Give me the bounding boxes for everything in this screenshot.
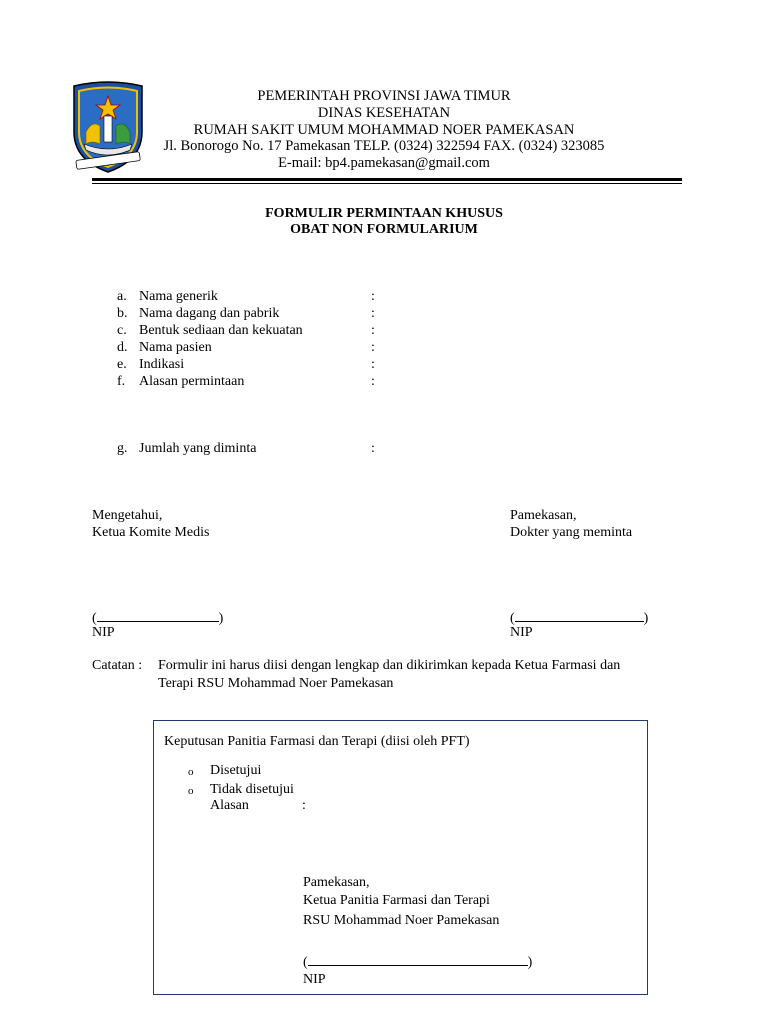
note-label: Catatan : bbox=[92, 658, 143, 673]
option-approved: Disetujui bbox=[210, 763, 262, 778]
option-not-approved: Tidak disetujui bbox=[210, 782, 294, 797]
sig-blank bbox=[97, 607, 219, 622]
header-department: DINAS KESEHATAN bbox=[317, 105, 451, 121]
note-text-line1: Formulir ini harus diisi dengan lengkap dan dikirimkan kepada Ketua Farmasi dan bbox=[158, 658, 621, 673]
field-colon: : bbox=[371, 340, 375, 355]
field-quantity: Jumlah yang diminta bbox=[139, 441, 257, 456]
sig-right-role: Dokter yang meminta bbox=[510, 525, 633, 540]
form-subtitle: OBAT NON FORMULARIUM bbox=[290, 222, 478, 237]
field-label-f: f. bbox=[117, 374, 126, 389]
header-divider-thick bbox=[92, 178, 682, 181]
form-title: FORMULIR PERMINTAAN KHUSUS bbox=[265, 206, 503, 221]
sig-left-role: Ketua Komite Medis bbox=[92, 525, 210, 540]
sig-left-acknowledged: Mengetahui, bbox=[92, 508, 163, 523]
sig-open-paren: ( bbox=[303, 955, 308, 970]
field-label-g: g. bbox=[117, 441, 128, 456]
header-email: E-mail: bp4.pamekasan@gmail.com bbox=[278, 155, 490, 171]
pft-name-line bbox=[303, 951, 532, 971]
header-divider-thin bbox=[92, 183, 682, 184]
field-request-reason: Alasan permintaan bbox=[139, 374, 245, 389]
sig-blank bbox=[308, 951, 528, 966]
field-patient-name: Nama pasien bbox=[139, 340, 212, 355]
note-text-line2: Terapi RSU Mohammad Noer Pamekasan bbox=[158, 676, 394, 691]
bullet-icon: o bbox=[188, 785, 194, 797]
bullet-icon: o bbox=[188, 766, 194, 778]
pft-role-hospital: RSU Mohammad Noer Pamekasan bbox=[303, 913, 500, 928]
field-label-c: c. bbox=[117, 323, 127, 338]
header-government: PEMERINTAH PROVINSI JAWA TIMUR bbox=[257, 88, 511, 104]
field-label-b: b. bbox=[117, 306, 128, 321]
field-label-d: d. bbox=[117, 340, 128, 355]
province-logo bbox=[70, 80, 146, 176]
field-dosage-form: Bentuk sediaan dan kekuatan bbox=[139, 323, 303, 338]
pft-nip: NIP bbox=[303, 972, 326, 987]
sig-close-paren: ) bbox=[527, 955, 533, 970]
field-trade-name: Nama dagang dan pabrik bbox=[139, 306, 280, 321]
field-generic-name: Nama generik bbox=[139, 289, 218, 304]
sig-right-nip: NIP bbox=[510, 625, 533, 640]
field-colon: : bbox=[371, 289, 375, 304]
sig-close-paren: ) bbox=[643, 611, 649, 626]
reason-label: Alasan bbox=[210, 798, 249, 813]
field-colon: : bbox=[371, 323, 375, 338]
field-label-e: e. bbox=[117, 357, 127, 372]
field-indication: Indikasi bbox=[139, 357, 185, 372]
sig-open-paren: ( bbox=[92, 611, 97, 626]
header-hospital: RUMAH SAKIT UMUM MOHAMMAD NOER PAMEKASAN bbox=[193, 122, 575, 138]
field-label-a: a. bbox=[117, 289, 127, 304]
pft-decision-title: Keputusan Panitia Farmasi dan Terapi (diisi oleh PFT) bbox=[164, 734, 470, 749]
sig-close-paren: ) bbox=[218, 611, 224, 626]
coat-of-arms-icon bbox=[70, 80, 146, 176]
reason-colon: : bbox=[302, 798, 306, 813]
pft-role-chair: Ketua Panitia Farmasi dan Terapi bbox=[303, 893, 490, 908]
field-colon: : bbox=[371, 441, 375, 456]
field-colon: : bbox=[371, 357, 375, 372]
sig-right-place: Pamekasan, bbox=[510, 508, 577, 523]
header-address: Jl. Bonorogo No. 17 Pamekasan TELP. (0324) 322594 FAX. (0324) 323085 bbox=[163, 138, 605, 154]
field-colon: : bbox=[371, 374, 375, 389]
pft-place: Pamekasan, bbox=[303, 875, 370, 890]
sig-open-paren: ( bbox=[510, 611, 515, 626]
field-colon: : bbox=[371, 306, 375, 321]
sig-blank bbox=[515, 607, 644, 622]
sig-left-nip: NIP bbox=[92, 625, 115, 640]
